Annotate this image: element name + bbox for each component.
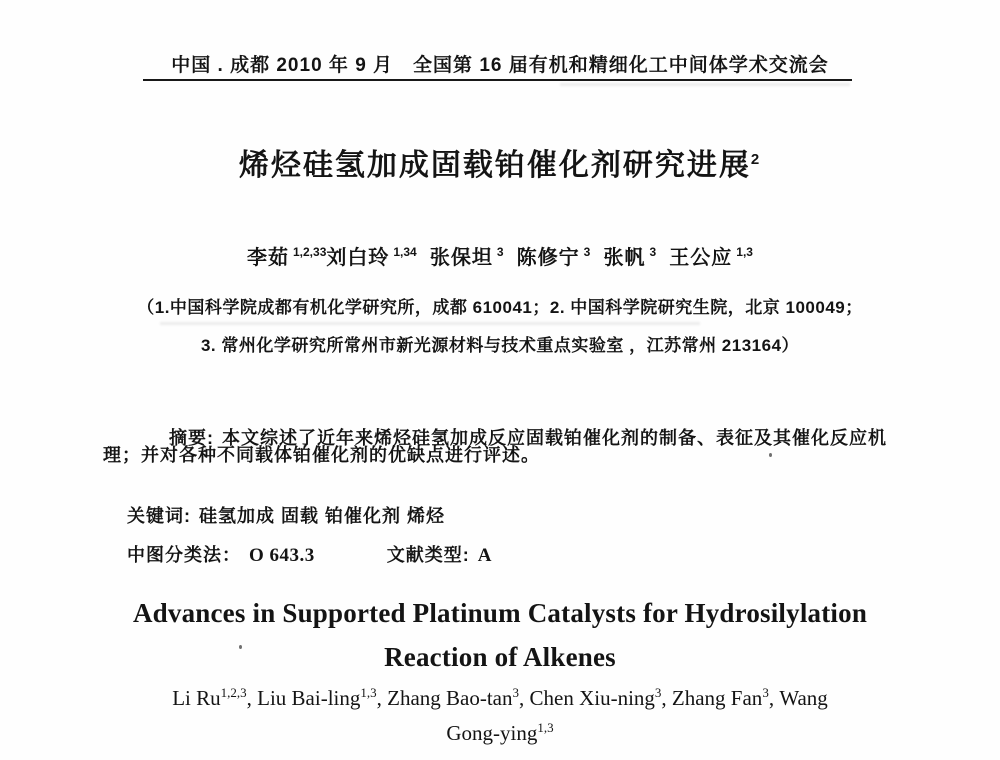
scan-bleedthrough bbox=[160, 322, 700, 325]
author-superscript: 3 bbox=[583, 245, 591, 260]
classification-line bbox=[103, 520, 492, 588]
author-superscript: 1,2,33 bbox=[293, 245, 327, 260]
author-superscript: 3 bbox=[762, 685, 769, 700]
abstract-label: 摘要: bbox=[169, 428, 215, 448]
keywords-label: 关键词: bbox=[127, 506, 192, 526]
conference-header: 中国 . 成都 2010 年 9 月 全国第 16 届有机和精细化工中间体学术交流会 bbox=[171, 55, 829, 76]
author-superscript: 1,2,3 bbox=[220, 685, 247, 700]
author-name: 陈修宁 bbox=[516, 247, 580, 269]
author-name: Wang bbox=[779, 686, 828, 710]
author-name: 张保坦 bbox=[429, 247, 493, 269]
author-name: Liu Bai-ling bbox=[257, 686, 361, 710]
author-name: Zhang Bao-tan bbox=[387, 686, 513, 710]
clc-value: O 643.3 bbox=[249, 545, 315, 566]
author-name: 张帆 bbox=[603, 247, 646, 269]
author-superscript: 1,3 bbox=[360, 685, 377, 700]
keywords-text: 硅氢加成 固载 铂催化剂 烯烃 bbox=[199, 506, 446, 526]
paper-title-en-line-2: Reaction of Alkenes bbox=[384, 642, 616, 672]
author-superscript: 1,3 bbox=[537, 720, 554, 735]
abstract-text-1: 本文综述了近年来烯烃硅氢加成反应固载铂催化剂的制备、表征及其催化反应机 bbox=[222, 428, 888, 448]
author-name: 刘白玲 bbox=[326, 247, 390, 269]
scan-bleedthrough bbox=[560, 83, 850, 86]
authors-en-line-2 bbox=[0, 721, 1000, 746]
author-name: Li Ru bbox=[172, 686, 221, 710]
paper-title-en-line-1: Advances in Supported Platinum Catalysts for Hydrosilylation bbox=[132, 598, 868, 628]
affiliation-line-2: 3. 常州化学研究所常州市新光源材料与技术重点实验室 ，江苏常州 213164） bbox=[200, 336, 800, 355]
affiliation-line-1: （1.中国科学院成都有机化学研究所，成都 610041；2. 中国科学院研究生院，北京 100049； bbox=[137, 298, 863, 317]
author-superscript: 3 bbox=[496, 245, 504, 260]
authors-cn-line bbox=[0, 241, 1000, 270]
author-name: 李茹 bbox=[247, 247, 289, 269]
paper-title-cn bbox=[0, 140, 1000, 184]
scan-speck bbox=[239, 645, 242, 649]
author-superscript: 3 bbox=[649, 245, 657, 260]
paper-title-text: 烯烃硅氢加成固载铂催化剂研究进展 bbox=[238, 149, 751, 182]
doc-type-value: A bbox=[477, 545, 493, 566]
author-name: Zhang Fan bbox=[671, 686, 763, 710]
doc-type-label: 文献类型: bbox=[386, 545, 470, 565]
authors-en-line-1: Li Ru$^{1,2,3}$, Liu Bai-ling$^{1,3}$, Zhang Bao-$\tan^3$, Chen Xiu-ning$^3$, Zhang Fan$^3$, Wang bbox=[172, 685, 828, 710]
paper-title-footnote-sup: 2 bbox=[750, 151, 762, 168]
clc-label: 中图分类法： bbox=[127, 545, 242, 565]
header-rule bbox=[143, 79, 852, 81]
abstract-line-2: 理；并对各种不同载体铂催化剂的优缺点进行评述。 bbox=[103, 445, 540, 465]
author-name: 王公应 bbox=[669, 247, 733, 269]
author-name: Gong-ying bbox=[446, 721, 538, 745]
author-superscript: 3 bbox=[654, 685, 662, 700]
author-name: Chen Xiu-ning bbox=[529, 686, 655, 710]
author-superscript: 3 bbox=[512, 685, 519, 700]
author-superscript: 1,3 bbox=[736, 245, 753, 260]
author-superscript: 1,34 bbox=[393, 245, 417, 260]
scan-speck bbox=[769, 453, 772, 457]
